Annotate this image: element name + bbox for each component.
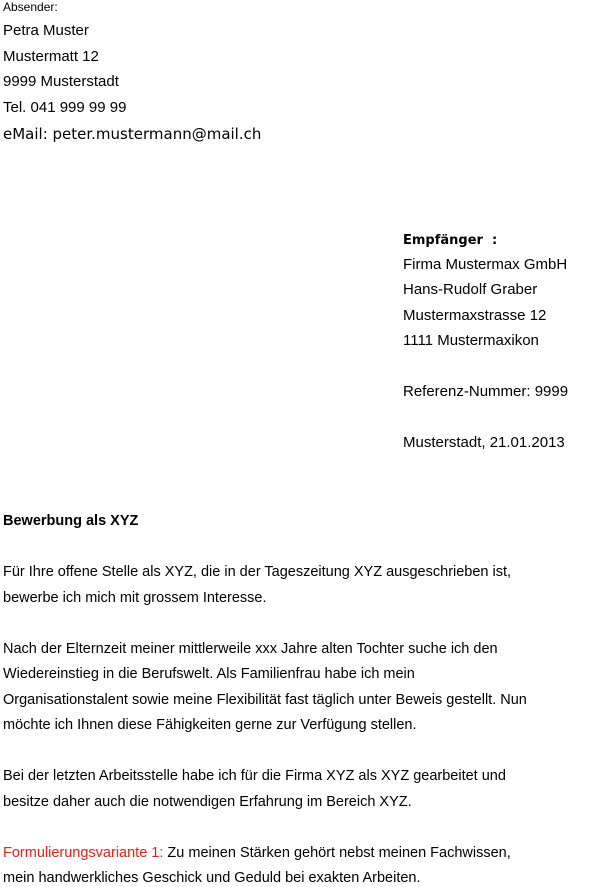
recipient-person: Hans-Rudolf Graber <box>403 281 538 298</box>
paragraph-4-line-2: mein handwerkliches Geschick und Geduld bei exakten Arbeiten. <box>3 870 421 886</box>
recipient-city: 1111 Mustermaxikon <box>403 332 539 349</box>
paragraph-2-line-3: Organisationstalent sowie meine Flexibilität fast täglich unter Beweis gestellt. Nun <box>3 692 527 708</box>
paragraph-2-line-2: Wiedereinstieg in die Berufswelt. Als Familienfrau habe ich mein <box>3 666 415 682</box>
paragraph-3-line-1: Bei der letzten Arbeitsstelle habe ich für die Firma XYZ als XYZ gearbeitet und <box>3 768 506 784</box>
sender-phone: Tel. 041 999 99 99 <box>3 99 127 116</box>
paragraph-2-line-4: möchte ich Ihnen diese Fähigkeiten gerne zur Verfügung stellen. <box>3 717 417 733</box>
paragraph-2-line-1: Nach der Elternzeit meiner mittlerweile xxx Jahre alten Tochter suche ich den <box>3 641 498 657</box>
paragraph-1-line-1: Für Ihre offene Stelle als XYZ, die in der Tageszeitung XYZ ausgeschrieben ist, <box>3 564 512 580</box>
recipient-company: Firma Mustermax GmbH <box>403 256 568 273</box>
sender-email: eMail: peter.mustermann@mail.ch <box>3 125 262 143</box>
paragraph-4-line-1-text: Zu meinen Stärken gehört nebst meinen Fachwissen, <box>163 845 511 861</box>
recipient-street: Mustermaxstrasse 12 <box>403 307 547 324</box>
sender-label: Absender: <box>3 0 58 14</box>
letter-subject: Bewerbung als XYZ <box>3 513 139 529</box>
sender-city: 9999 Musterstadt <box>3 73 119 90</box>
paragraph-3-line-2: besitze daher auch die notwendigen Erfahrung im Bereich XYZ. <box>3 794 412 810</box>
variant-label: Formulierungsvariante 1: <box>3 845 164 861</box>
paragraph-4-line-1 <box>3 844 511 862</box>
sender-name: Petra Muster <box>3 22 89 39</box>
recipient-label: Empfänger : <box>403 233 498 248</box>
place-date: Musterstadt, 21.01.2013 <box>403 434 565 451</box>
sender-street: Mustermatt 12 <box>3 48 99 65</box>
paragraph-1-line-2: bewerbe ich mich mit grossem Interesse. <box>3 590 267 606</box>
reference-number: Referenz-Nummer: 9999 <box>403 383 569 400</box>
